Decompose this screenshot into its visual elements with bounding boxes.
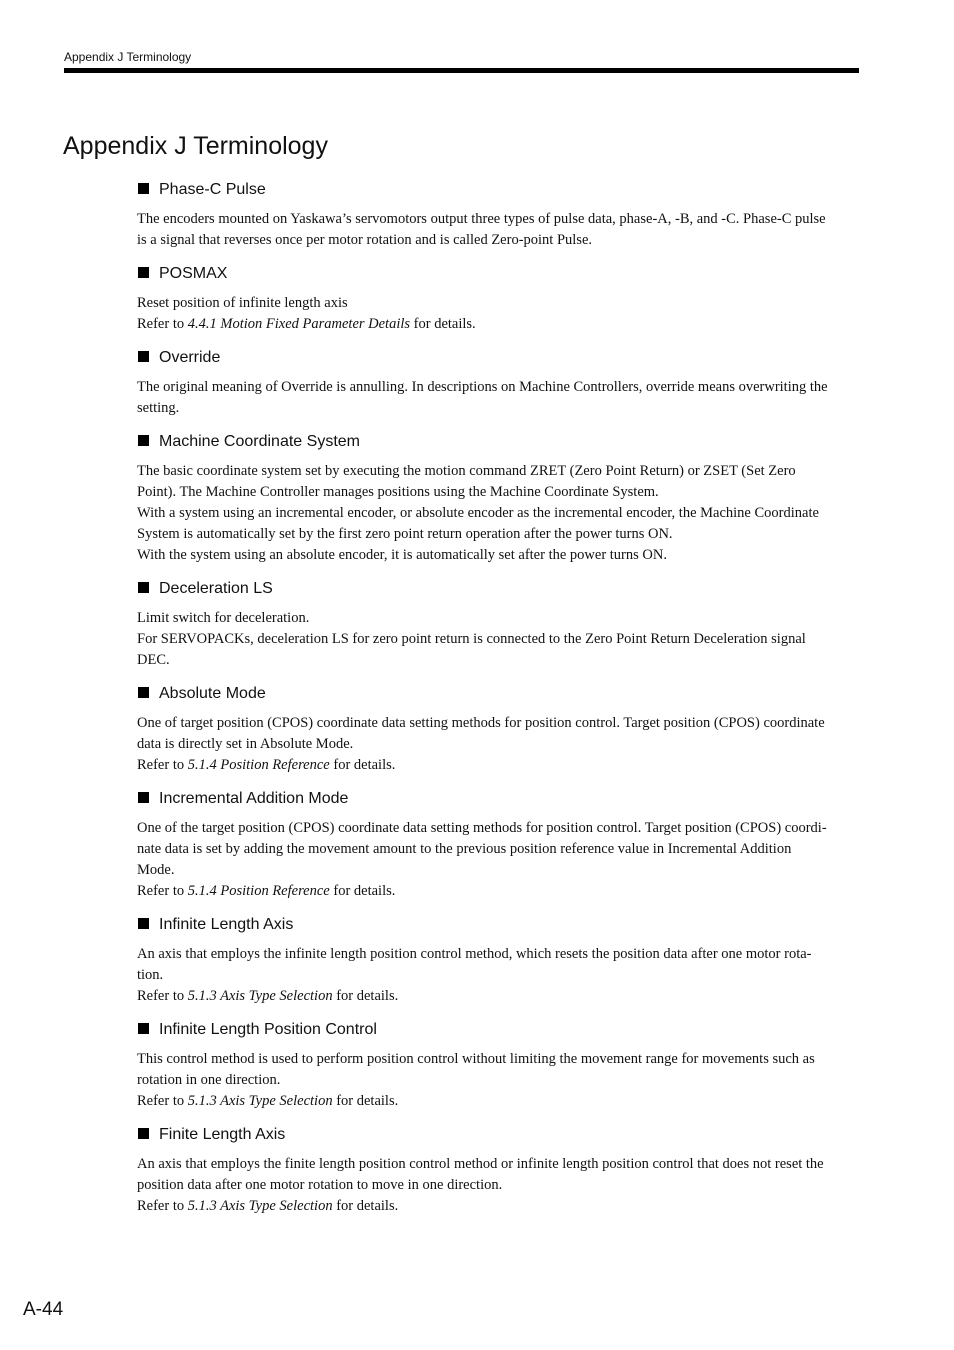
- description-line: Reset position of infinite length axis: [137, 295, 348, 311]
- description-line: With the system using an absolute encoder, it is automatically set after the power turns ON.: [137, 547, 667, 563]
- term-name: Finite Length Axis: [159, 1126, 286, 1143]
- reference-prefix: Refer to: [137, 1093, 188, 1109]
- description-line: Mode.: [137, 862, 175, 878]
- running-header: Appendix J Terminology: [64, 50, 192, 64]
- term-name: Incremental Addition Mode: [159, 790, 349, 807]
- reference-prefix: Refer to: [137, 757, 188, 773]
- header-rule: [64, 68, 859, 73]
- description-line: is a signal that reverses once per motor rotation and is called Zero-point Pulse.: [137, 232, 593, 248]
- term-heading: [138, 347, 859, 369]
- reference-line: [137, 1091, 859, 1112]
- square-bullet-icon: [138, 183, 149, 194]
- section-reference-link[interactable]: 4.4.1 Motion Fixed Parameter Details: [187, 316, 411, 332]
- description-line: One of the target position (CPOS) coordinate data setting methods for position control. Target position (CPOS) coordi-: [137, 820, 827, 836]
- term-heading: [138, 914, 859, 936]
- description-line: data is directly set in Absolute Mode.: [137, 736, 354, 752]
- reference-prefix: Refer to: [137, 316, 188, 332]
- description-line: setting.: [137, 400, 180, 416]
- square-bullet-icon: [138, 687, 149, 698]
- term-entry: [137, 179, 859, 251]
- term-description: [137, 461, 859, 566]
- page-number: A-44: [23, 1299, 64, 1320]
- description-line: One of target position (CPOS) coordinate data setting methods for position control. Target position (CPOS) coordinate: [137, 715, 825, 731]
- square-bullet-icon: [138, 918, 149, 929]
- term-heading: [138, 179, 859, 201]
- term-description: [137, 944, 859, 1007]
- term-entry: [137, 1124, 859, 1217]
- term-description: [137, 1049, 859, 1112]
- description-line: For SERVOPACKs, deceleration LS for zero point return is connected to the Zero Point Return Deceleration signal: [137, 631, 806, 647]
- square-bullet-icon: [138, 792, 149, 803]
- term-entry: [137, 347, 859, 419]
- reference-suffix: for details.: [332, 988, 399, 1004]
- description-line: An axis that employs the finite length position control method or infinite length position control that does not reset the: [137, 1156, 824, 1172]
- term-entry: [137, 263, 859, 335]
- term-description: [137, 209, 859, 251]
- reference-suffix: for details.: [332, 1198, 399, 1214]
- term-heading: [138, 263, 859, 285]
- description-line: The encoders mounted on Yaskawa’s servomotors output three types of pulse data, phase-A, -B, and -C. Phase-C pulse: [137, 211, 826, 227]
- reference-line: [137, 1196, 859, 1217]
- section-reference-link[interactable]: 5.1.3 Axis Type Selection: [187, 1198, 333, 1214]
- reference-line: [137, 755, 859, 776]
- term-entry: [137, 683, 859, 776]
- term-heading: [138, 683, 859, 705]
- reference-suffix: for details.: [329, 757, 396, 773]
- description-line: nate data is set by adding the movement amount to the previous position reference value in Incremental Addition: [137, 841, 792, 857]
- square-bullet-icon: [138, 351, 149, 362]
- reference-prefix: Refer to: [137, 988, 188, 1004]
- description-line: An axis that employs the infinite length position control method, which resets the position data after one motor rota-: [137, 946, 812, 962]
- square-bullet-icon: [138, 582, 149, 593]
- description-line: DEC.: [137, 652, 170, 668]
- term-heading: [138, 1019, 859, 1041]
- section-reference-link[interactable]: 5.1.4 Position Reference: [187, 883, 330, 899]
- term-entry: [137, 578, 859, 671]
- term-name: Infinite Length Axis: [159, 916, 294, 933]
- term-entry: [137, 1019, 859, 1112]
- description-line: Point). The Machine Controller manages positions using the Machine Coordinate System.: [137, 484, 659, 500]
- term-heading: [138, 578, 859, 600]
- term-name: Deceleration LS: [159, 580, 273, 597]
- square-bullet-icon: [138, 435, 149, 446]
- reference-line: [137, 986, 859, 1007]
- term-description: [137, 608, 859, 671]
- term-name: Phase-C Pulse: [159, 181, 266, 198]
- reference-suffix: for details.: [332, 1093, 399, 1109]
- page-title: Appendix J Terminology: [63, 132, 328, 160]
- reference-prefix: Refer to: [137, 883, 188, 899]
- section-reference-link[interactable]: 5.1.4 Position Reference: [187, 757, 330, 773]
- description-line: The basic coordinate system set by executing the motion command ZRET (Zero Point Return) or ZSET (Set Zero: [137, 463, 796, 479]
- square-bullet-icon: [138, 267, 149, 278]
- term-heading: [138, 788, 859, 810]
- term-description: [137, 818, 859, 902]
- term-heading: [138, 1124, 859, 1146]
- term-entry: [137, 914, 859, 1007]
- term-name: Override: [159, 349, 221, 366]
- description-line: Limit switch for deceleration.: [137, 610, 310, 626]
- term-entry: [137, 788, 859, 902]
- term-name: POSMAX: [159, 265, 228, 282]
- reference-line: [137, 314, 859, 335]
- square-bullet-icon: [138, 1023, 149, 1034]
- term-description: [137, 377, 859, 419]
- description-line: This control method is used to perform position control without limiting the movement range for movements such as: [137, 1051, 815, 1067]
- description-line: rotation in one direction.: [137, 1072, 281, 1088]
- reference-prefix: Refer to: [137, 1198, 188, 1214]
- term-description: [137, 293, 859, 335]
- description-line: The original meaning of Override is annulling. In descriptions on Machine Controllers, override means overwriting the: [137, 379, 828, 395]
- term-name: Infinite Length Position Control: [159, 1021, 377, 1038]
- term-name: Absolute Mode: [159, 685, 266, 702]
- term-description: [137, 1154, 859, 1217]
- section-reference-link[interactable]: 5.1.3 Axis Type Selection: [187, 1093, 333, 1109]
- term-description: [137, 713, 859, 776]
- description-line: System is automatically set by the first zero point return operation after the power turns ON.: [137, 526, 673, 542]
- terminology-list: [137, 179, 859, 1229]
- reference-suffix: for details.: [410, 316, 476, 332]
- term-name: Machine Coordinate System: [159, 433, 360, 450]
- section-reference-link[interactable]: 5.1.3 Axis Type Selection: [187, 988, 333, 1004]
- term-heading: [138, 431, 859, 453]
- square-bullet-icon: [138, 1128, 149, 1139]
- description-line: With a system using an incremental encoder, or absolute encoder as the incremental encoder, the Machine Coordinate: [137, 505, 819, 521]
- description-line: position data after one motor rotation to move in one direction.: [137, 1177, 503, 1193]
- reference-line: [137, 881, 859, 902]
- term-entry: [137, 431, 859, 566]
- reference-suffix: for details.: [329, 883, 396, 899]
- description-line: tion.: [137, 967, 164, 983]
